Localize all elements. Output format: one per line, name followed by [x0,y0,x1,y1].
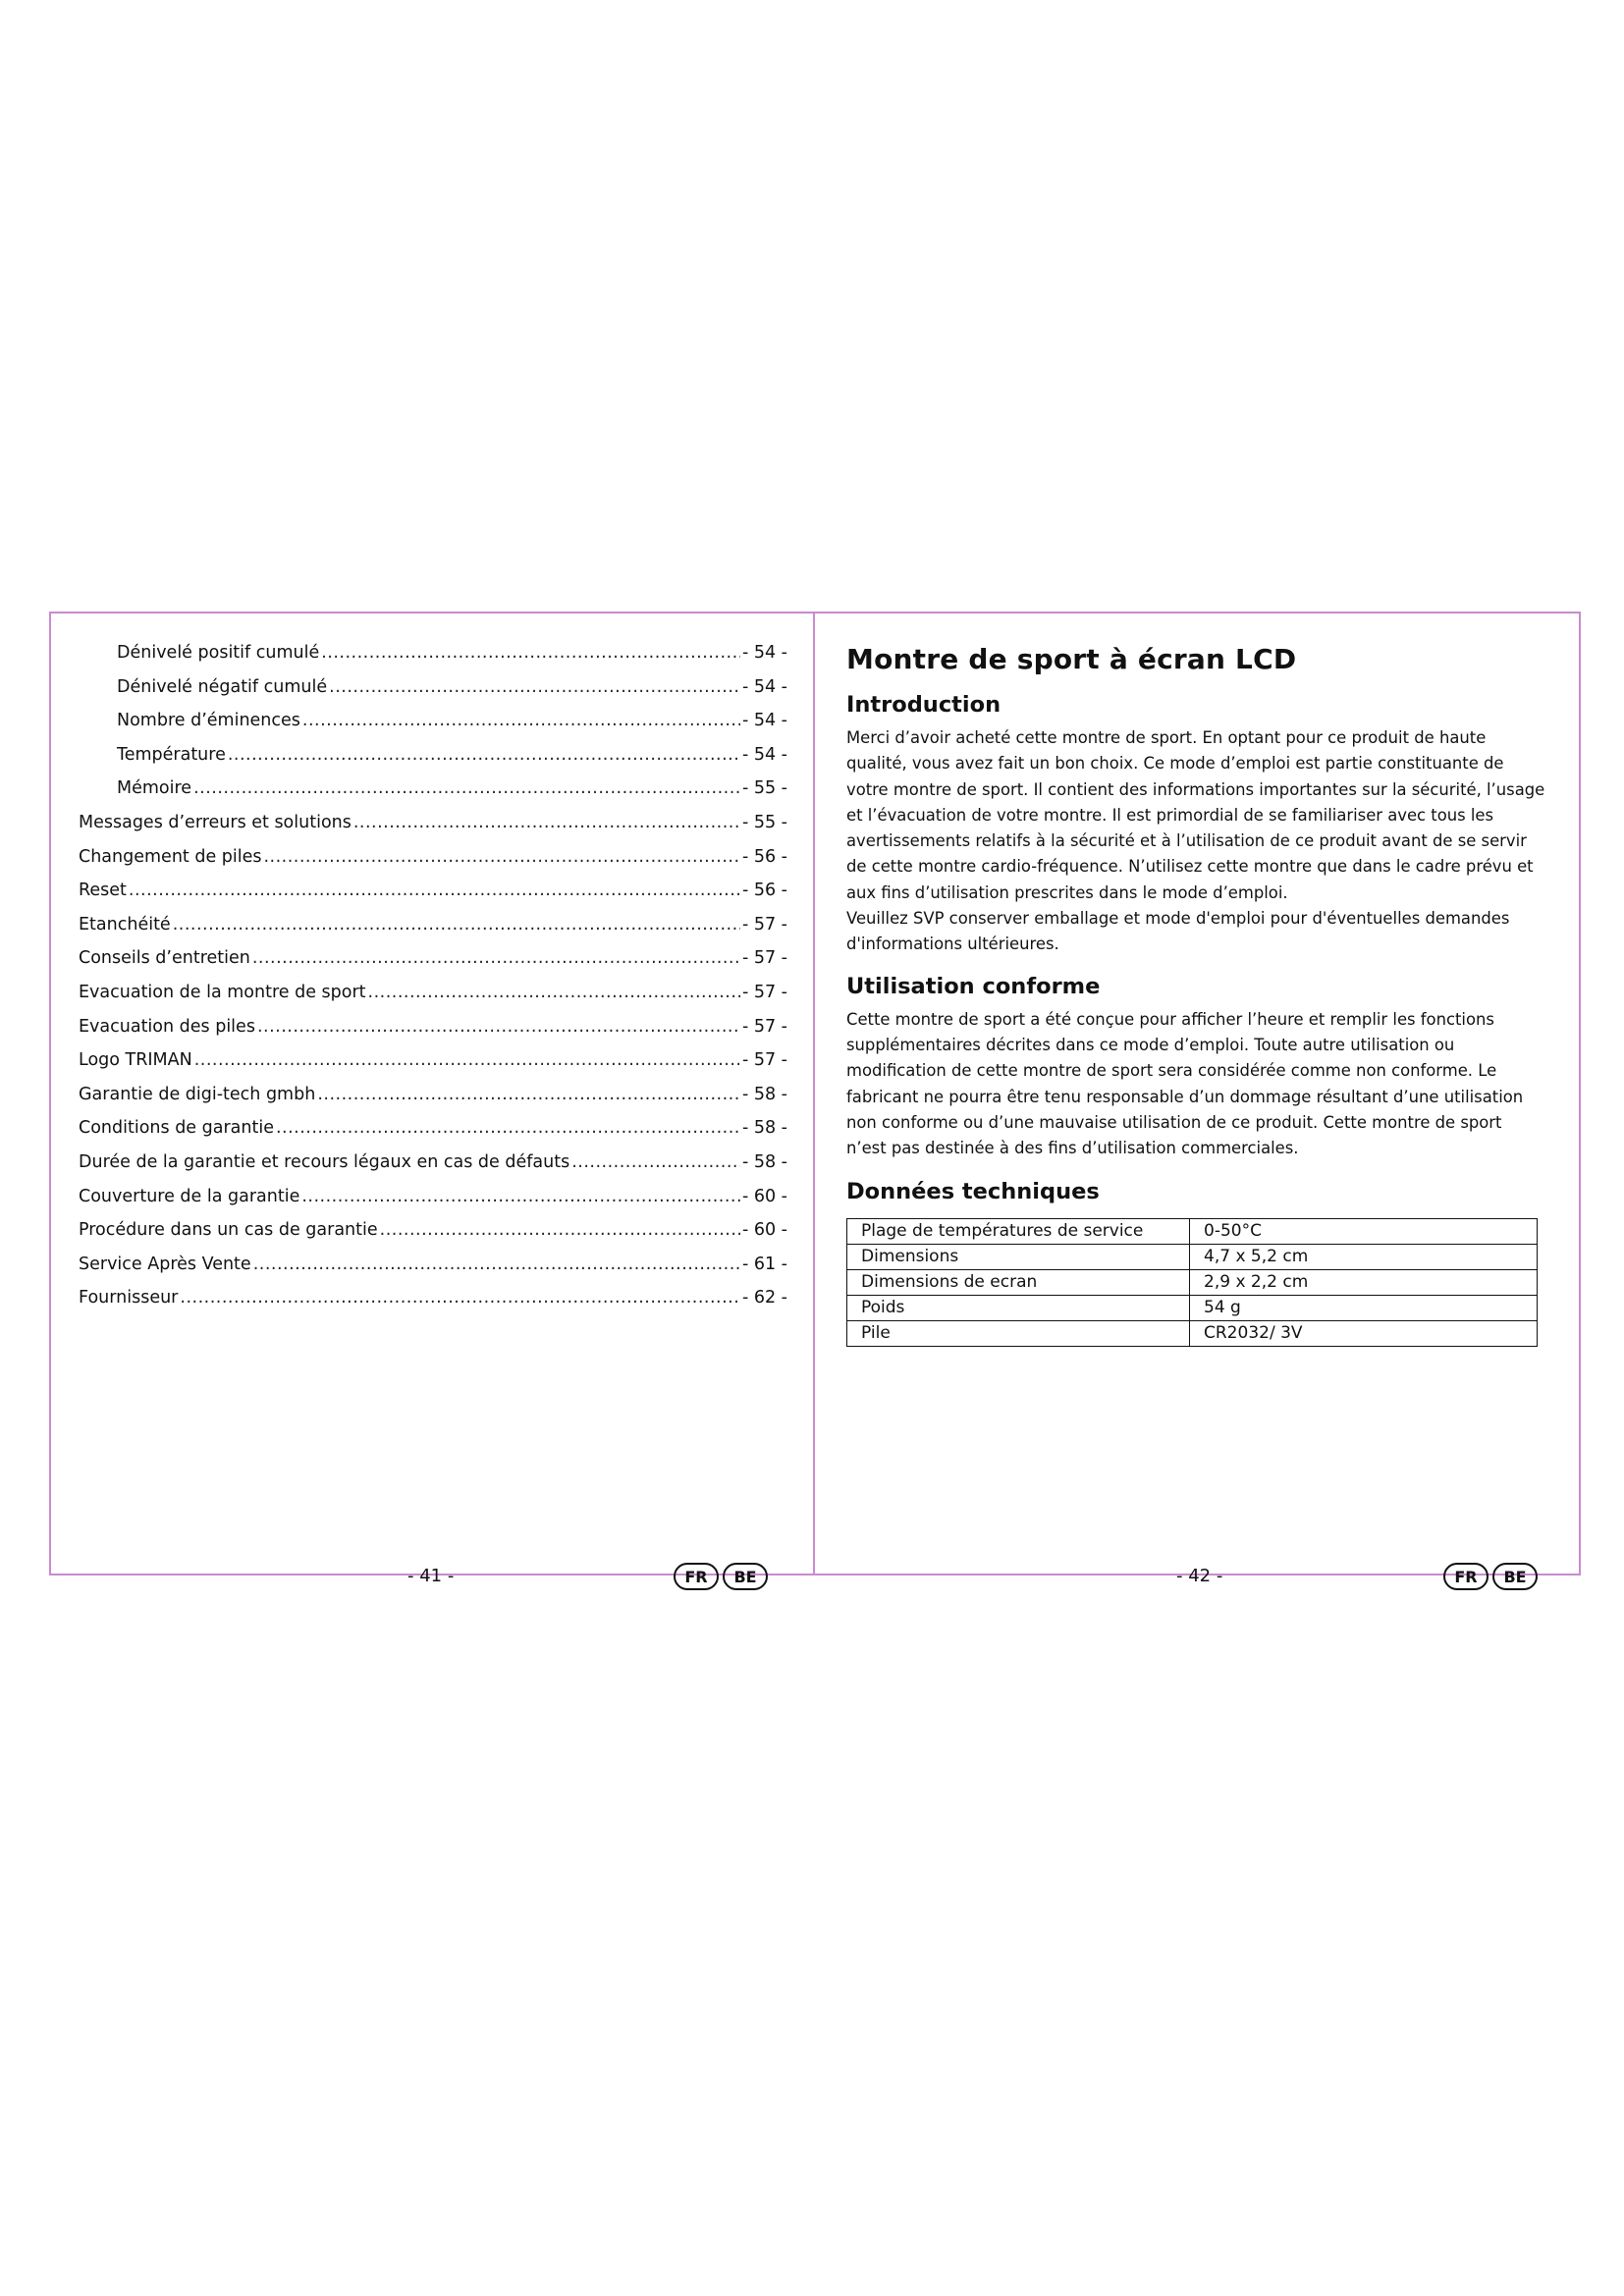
toc-entry [79,1255,787,1289]
toc-leader-dots [228,745,740,765]
toc-entry-title: Service Après Vente [79,1254,251,1274]
toc-leader-dots [353,813,740,832]
badge-be: BE [1492,1563,1538,1590]
introduction-text: Merci d’avoir acheté cette montre de sport. En optant pour ce produit de haute qualité, vous avez fait un bon choix. Ce mode d’emploi est partie constituante de votre montre de sport. Il contient des informations importantes sur la sécurité, l’usage et l’évacuation de votre montre. Il est primordial de se familiariser avec tous les avertissements relatifs à la sécurité et à l’utilisation de ce produit avant de se servir de cette montre cardio-fréquence. N’utilisez cette montre que dans le cadre prévu et aux fins d’utilisation prescrites dans le mode d’emploi. Veuillez SVP conserver emballage et mode d'emploi pour d'éventuelles demandes d'informations ultérieures. [846,728,1545,954]
toc-leader-dots [571,1152,740,1172]
toc-entry-title: Température [117,744,226,765]
toc-leader-dots [252,948,740,968]
toc-entry-page: - 56 - [741,881,787,901]
toc-entry-page: - 57 - [741,982,787,1002]
tech-table-label: Dimensions [847,1245,1190,1270]
toc-entry-title: Mémoire [117,778,192,799]
toc-entry-title: Dénivelé positif cumulé [117,643,320,663]
toc-entry-title: Nombre d’éminences [117,711,300,731]
toc-entry-title: Conseils d’entretien [79,948,250,969]
page-title: Montre de sport à écran LCD [846,643,1297,675]
toc-leader-dots [380,1220,740,1240]
toc-leader-dots [302,711,740,730]
badge-fr: FR [1443,1563,1489,1590]
toc-leader-dots [329,677,740,697]
tech-table-value: CR2032/ 3V [1190,1321,1538,1347]
right-page [846,643,1558,1347]
toc-entry-page: - 57 - [741,1016,787,1037]
toc-leader-dots [257,1017,740,1037]
toc-entry [79,643,787,677]
left-language-badges [674,1563,768,1590]
toc-entry [79,745,787,779]
toc-entry-page: - 56 - [741,846,787,867]
toc-entry [79,983,787,1017]
tech-data-table [846,1218,1538,1347]
toc-entry-page: - 60 - [741,1186,787,1206]
toc-entry-page: - 60 - [741,1220,787,1241]
tech-table-row [847,1321,1538,1347]
toc-leader-dots [180,1288,740,1308]
tech-table-label: Dimensions de ecran [847,1270,1190,1296]
tech-table-value: 2,9 x 2,2 cm [1190,1270,1538,1296]
toc-leader-dots [253,1255,740,1274]
toc-entry [79,1220,787,1255]
tech-table-row [847,1270,1538,1296]
left-page-toc [79,643,787,1322]
toc-entry-title: Garantie de digi-tech gmbh [79,1084,316,1104]
toc-entry-page: - 54 - [741,711,787,731]
toc-entry-title: Conditions de garantie [79,1118,274,1139]
toc-leader-dots [263,847,739,867]
tech-table-value: 54 g [1190,1296,1538,1321]
toc-entry [79,915,787,949]
toc-entry-page: - 55 - [741,778,787,799]
heading-donnees-techniques: Données techniques [846,1179,1100,1205]
toc-leader-dots [321,643,740,663]
tech-table-value: 4,7 x 5,2 cm [1190,1245,1538,1270]
tech-table-row [847,1245,1538,1270]
tech-table-row [847,1219,1538,1245]
toc-entry [79,677,787,712]
toc-entry-page: - 54 - [741,643,787,663]
toc-entry [79,1187,787,1221]
badge-be: BE [723,1563,768,1590]
utilisation-text: Cette montre de sport a été conçue pour afficher l’heure et remplir les fonctions supplémentaires décrites dans ce mode d’emploi. Toute autre utilisation ou modification de cette montre de sport sera considérée comme non conforme. Le fabricant ne pourra être tenu responsable d’un dommage résultant d’une utilisation non conforme ou d’une mauvaise utilisation de ce produit. Cette montre de sport n’est pas destinée à des fins d’utilisation commerciales. [846,1009,1524,1158]
toc-entry-title: Etanchéité [79,914,171,934]
left-page-number: - 41 - [407,1566,455,1586]
heading-introduction: Introduction [846,692,1001,718]
badge-fr: FR [674,1563,719,1590]
toc-list [79,643,787,1322]
tech-table-label: Pile [847,1321,1190,1347]
toc-entry-title: Durée de la garantie et recours légaux en cas de défauts [79,1151,570,1172]
toc-entry-page: - 58 - [741,1084,787,1104]
toc-entry-title: Reset [79,881,127,901]
toc-leader-dots [173,915,740,934]
toc-entry-title: Couverture de la garantie [79,1186,300,1206]
toc-leader-dots [193,778,740,798]
toc-entry [79,1017,787,1051]
toc-entry-page: - 57 - [741,1050,787,1071]
toc-entry [79,881,787,915]
tech-table-label: Plage de températures de service [847,1219,1190,1245]
toc-entry [79,813,787,847]
toc-entry-page: - 61 - [741,1254,787,1274]
toc-entry-title: Procédure dans un cas de garantie [79,1220,378,1241]
toc-entry [79,1118,787,1152]
toc-entry-title: Logo TRIMAN [79,1050,192,1071]
toc-entry [79,1152,787,1187]
toc-entry-page: - 57 - [741,914,787,934]
toc-entry [79,711,787,745]
toc-entry-page: - 54 - [741,744,787,765]
toc-entry-title: Changement de piles [79,846,262,867]
page-divider [813,612,815,1575]
toc-entry [79,1085,787,1119]
toc-leader-dots [301,1187,740,1206]
toc-entry-title: Evacuation de la montre de sport [79,982,366,1002]
toc-entry-page: - 62 - [741,1288,787,1308]
toc-entry-title: Dénivelé négatif cumulé [117,676,328,697]
toc-entry-title: Fournisseur [79,1288,179,1308]
toc-entry [79,847,787,881]
tech-table-row [847,1296,1538,1321]
tech-table-label: Poids [847,1296,1190,1321]
right-page-number: - 42 - [1176,1566,1223,1586]
right-language-badges [1443,1563,1538,1590]
toc-leader-dots [317,1085,740,1104]
toc-entry [79,778,787,813]
toc-leader-dots [368,983,740,1002]
toc-leader-dots [194,1050,740,1070]
toc-leader-dots [276,1118,740,1138]
toc-entry [79,1050,787,1085]
toc-entry-page: - 58 - [741,1151,787,1172]
heading-utilisation-conforme: Utilisation conforme [846,973,1101,999]
toc-entry-page: - 57 - [741,948,787,969]
toc-entry-title: Messages d’erreurs et solutions [79,812,352,832]
toc-entry [79,1288,787,1322]
toc-entry-page: - 55 - [741,812,787,832]
tech-table-value: 0-50°C [1190,1219,1538,1245]
toc-entry-page: - 54 - [741,676,787,697]
toc-entry-page: - 58 - [741,1118,787,1139]
toc-entry [79,948,787,983]
toc-entry-title: Evacuation des piles [79,1016,255,1037]
toc-leader-dots [129,881,740,900]
